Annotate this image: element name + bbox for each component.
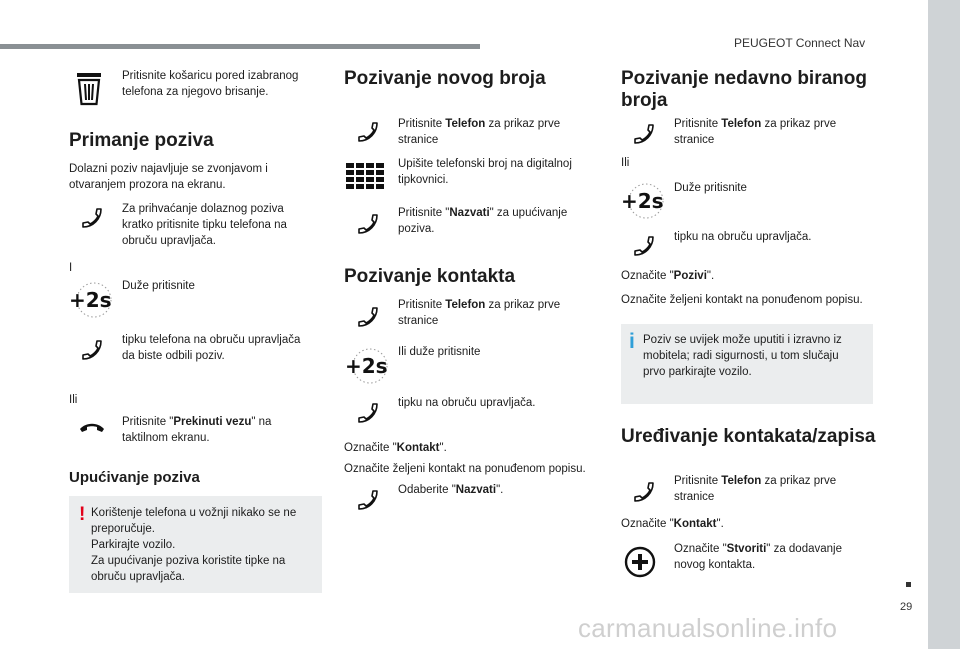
phone-icon — [80, 338, 104, 362]
heading-receive-call: Primanje poziva — [69, 130, 214, 151]
reject-call-text: tipku telefona na obruču upravljača da biste odbili poziv. — [122, 334, 301, 362]
contact-long-press-text: Ili duže pritisnite — [398, 346, 481, 358]
page-side-strip — [928, 0, 960, 649]
recent-choose-text: Označite željeni kontakt na ponuđenom popisu. — [621, 294, 863, 306]
keypad-icon — [346, 163, 386, 189]
text-pre: Pritisnite — [398, 118, 446, 130]
text-post: ". — [716, 518, 724, 530]
phone-icon — [632, 122, 656, 146]
recent-select-text — [621, 268, 714, 284]
trash-icon — [76, 72, 102, 106]
text-pre: Pritisnite " — [398, 207, 450, 219]
badge-label: +2s — [621, 189, 664, 213]
text-pre: Označite " — [674, 543, 727, 555]
text-bold: Pozivi — [673, 270, 707, 282]
hang-up-pre: Pritisnite " — [122, 416, 174, 428]
text-pre: Označite " — [344, 442, 397, 454]
text-bold: Stvoriti — [726, 543, 767, 555]
recent-phone-text — [674, 116, 854, 148]
phone-icon — [356, 305, 380, 329]
hang-up-post: " na taktilnom ekranu. — [122, 416, 272, 444]
receive-intro-text: Dolazni poziv najavljuje se zvonjavom i otvaranjem prozora na ekranu. — [69, 163, 268, 191]
text-post: za prikaz prve stranice — [674, 475, 837, 503]
edit-phone-text — [674, 473, 854, 505]
text-bold: Nazvati — [449, 207, 490, 219]
hang-up-text — [122, 414, 302, 446]
new-phone-text — [398, 116, 578, 148]
info-icon: i — [629, 330, 635, 353]
text-bold: Kontakt — [396, 442, 440, 454]
info-box — [621, 324, 873, 404]
text-post: za prikaz prve stranice — [398, 299, 561, 327]
warning-line: Parkirajte vozilo. — [91, 539, 176, 551]
warning-box — [69, 496, 322, 593]
text-post: za prikaz prve stranice — [674, 118, 837, 146]
long-press-2s-icon — [620, 181, 664, 221]
text-pre: Označite " — [621, 518, 674, 530]
phone-icon — [632, 234, 656, 258]
contact-select-text — [344, 440, 447, 456]
text-post: ". — [706, 270, 715, 282]
heading-edit-contacts: Uređivanje kontakata/zapisa — [621, 426, 876, 447]
long-press-text: Duže pritisnite — [122, 280, 195, 292]
conjunction-ili: Ili — [621, 157, 630, 169]
page-number: 29 — [900, 601, 913, 613]
phone-icon — [80, 206, 104, 230]
text-bold: Telefon — [445, 118, 486, 130]
contact-phone-text — [398, 297, 578, 329]
text-bold: Telefon — [445, 299, 486, 311]
text-post: za prikaz prve stranice — [398, 118, 561, 146]
edit-select-text — [621, 516, 724, 532]
text-pre: Označite " — [621, 270, 674, 282]
text-bold: Nazvati — [455, 484, 497, 496]
phone-icon — [356, 120, 380, 144]
text-pre: Pritisnite — [398, 299, 446, 311]
long-press-2s-icon — [68, 280, 112, 320]
phone-icon — [356, 401, 380, 425]
badge-label: +2s — [345, 354, 388, 378]
recent-key-text: tipku na obruču upravljača. — [674, 231, 812, 243]
hang-up-bold: Prekinuti vezu — [173, 416, 252, 428]
continue-marker — [906, 582, 911, 587]
text-post: " za upućivanje poziva. — [398, 207, 568, 235]
info-text: Poziv se uvijek može uputiti i izravno iz mobitela; radi sigurnosti, u tom slučaju prvo parkirajte vozilo. — [643, 334, 842, 378]
contact-call-text — [398, 482, 503, 498]
warning-text — [91, 505, 313, 585]
text-post: " za dodavanje novog kontakta. — [674, 543, 842, 571]
phone-icon — [632, 480, 656, 504]
warning-line: Za upućivanje poziva koristite tipke na obruču upravljača. — [91, 555, 286, 583]
warning-line: Korištenje telefona u vožnji nikako se ne preporučuje. — [91, 507, 297, 535]
conjunction-ili: Ili — [69, 394, 78, 406]
text-bold: Telefon — [721, 118, 762, 130]
text-pre: Pritisnite — [674, 118, 722, 130]
contact-key-text: tipku na obruču upravljača. — [398, 397, 536, 409]
phone-icon — [356, 212, 380, 236]
heading-new-number: Pozivanje novog broja — [344, 68, 546, 89]
phone-icon — [356, 488, 380, 512]
heading-recent-number: Pozivanje nedavno biranog broja — [621, 68, 867, 111]
header-rule — [0, 44, 480, 49]
text-bold: Telefon — [721, 475, 762, 487]
long-press-2s-icon — [344, 346, 388, 386]
recent-long-press-text: Duže pritisnite — [674, 182, 747, 194]
add-contact-icon — [624, 546, 656, 578]
watermark: carmanualsonline.info — [578, 613, 838, 643]
text-post: ". — [439, 442, 447, 454]
edit-create-text — [674, 541, 864, 573]
heading-making-calls: Upućivanje poziva — [69, 469, 200, 486]
text-pre: Odaberite " — [398, 484, 456, 496]
header-title: PEUGEOT Connect Nav — [734, 36, 866, 50]
warning-icon: ! — [79, 504, 86, 525]
heading-call-contact: Pozivanje kontakta — [344, 266, 516, 287]
text-post: ". — [496, 484, 504, 496]
delete-phone-text: Pritisnite košaricu pored izabranog telefona za njegovo brisanje. — [122, 70, 299, 98]
conjunction-i: I — [69, 262, 73, 274]
contact-choose-text: Označite željeni kontakt na ponuđenom popisu. — [344, 463, 586, 475]
keypad-text: Upišite telefonski broj na digitalnoj tipkovnici. — [398, 158, 572, 186]
text-bold: Kontakt — [673, 518, 717, 530]
accept-call-text: Za prihvaćanje dolaznog poziva kratko pritisnite tipku telefona na obruču upravljača. — [122, 203, 287, 247]
new-call-text — [398, 205, 588, 237]
hang-up-icon — [78, 420, 106, 434]
badge-label: +2s — [69, 288, 112, 312]
text-pre: Pritisnite — [674, 475, 722, 487]
